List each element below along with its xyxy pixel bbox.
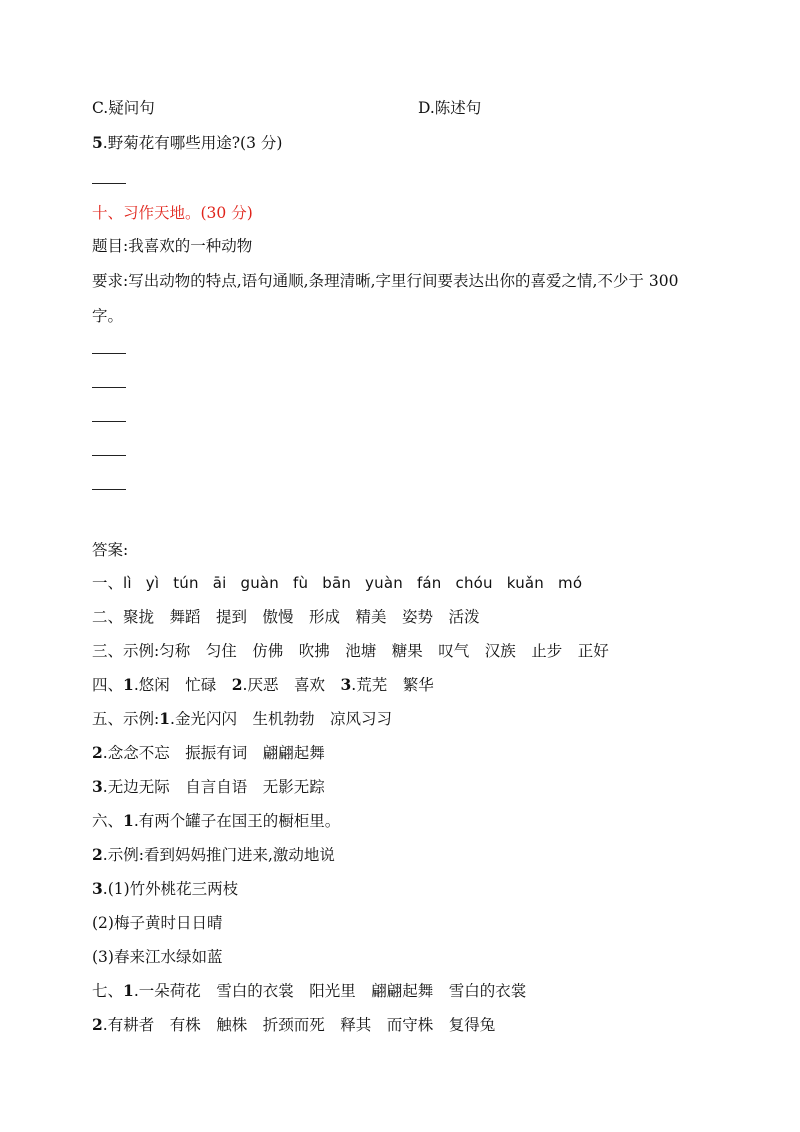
- section-title: 十、习作天地。(30 分): [92, 204, 253, 222]
- pinyin-item: yì: [145, 574, 160, 592]
- item-text: .念念不忘 振振有词 翩翩起舞: [102, 744, 325, 762]
- option-d: D.陈述句: [418, 99, 482, 117]
- essay-topic: 题目:我喜欢的一种动物: [92, 237, 253, 255]
- item-number: 2: [92, 845, 103, 864]
- answer-section-7-item-1: [92, 981, 526, 1001]
- pinyin-list: [123, 574, 582, 592]
- answer-section-6-item-1: [92, 811, 340, 831]
- pinyin-item: mó: [558, 574, 583, 592]
- item-number: 2: [231, 675, 243, 694]
- item-number: 1: [123, 675, 134, 694]
- essay-requirement-cont: 字。: [92, 307, 124, 325]
- section-prefix: 七、: [92, 982, 124, 1000]
- option-c: C.疑问句: [92, 99, 155, 117]
- writing-line: [92, 342, 126, 362]
- item-text: .金光闪闪 生机勃勃 凉风习习: [170, 710, 392, 728]
- item-text: .有两个罐子在国王的橱柜里。: [133, 812, 341, 830]
- item-text: .荒芜 繁华: [351, 676, 434, 694]
- answer-section-4: [92, 675, 434, 695]
- section-prefix: 六、: [92, 812, 124, 830]
- answer-section-6-item-2: [92, 845, 335, 865]
- item-text: .有耕者 有株 触株 折颈而死 释其 而守株 复得兔: [102, 1016, 496, 1034]
- answer-section-5-item-1: [92, 709, 392, 729]
- section-prefix: 一、: [92, 574, 124, 592]
- answers-heading: 答案:: [92, 541, 129, 559]
- item-number: 1: [123, 811, 134, 830]
- item-number: 1: [123, 981, 134, 1000]
- answer-poem-line-2: (2)梅子黄时日日晴: [92, 914, 223, 932]
- item-text: .厌恶 喜欢: [242, 676, 341, 694]
- item-text: .(1)竹外桃花三两枝: [102, 880, 239, 898]
- answer-section-6-item-3: [92, 879, 238, 899]
- pinyin-item: bān: [322, 574, 352, 592]
- answer-section-7-item-2: [92, 1015, 495, 1035]
- item-number: 1: [159, 709, 171, 728]
- writing-line: [92, 376, 126, 396]
- answer-section-5-item-3: [92, 777, 325, 797]
- item-number: 2: [92, 1015, 103, 1034]
- question-text: .野菊花有哪些用途?(3 分): [102, 134, 283, 152]
- pinyin-item: tún: [173, 574, 199, 592]
- writing-line: [92, 478, 126, 498]
- pinyin-item: kuǎn: [506, 574, 545, 592]
- answer-section-1: [92, 573, 582, 593]
- item-text: .悠闲 忙碌: [133, 676, 232, 694]
- pinyin-item: fù: [293, 574, 309, 592]
- pinyin-item: yuàn: [365, 574, 403, 592]
- item-text: .示例:看到妈妈推门进来,激动地说: [102, 846, 335, 864]
- section-prefix: 四、: [92, 676, 124, 694]
- answer-line: [92, 172, 126, 192]
- pinyin-item: chóu: [455, 574, 493, 592]
- writing-line: [92, 444, 126, 464]
- question-number: 5: [92, 133, 103, 152]
- essay-requirement: 要求:写出动物的特点,语句通顺,条理清晰,字里行间要表达出你的喜爱之情,不少于 300: [92, 272, 679, 290]
- answer-section-3: 三、示例:匀称 匀住 仿佛 吹拂 池塘 糖果 叹气 汉族 止步 正好: [92, 642, 609, 660]
- item-text: .无边无际 自言自语 无影无踪: [102, 778, 325, 796]
- item-number: 3: [340, 675, 352, 694]
- pinyin-item: fán: [416, 574, 442, 592]
- item-number: 2: [92, 743, 103, 762]
- pinyin-item: āi: [212, 574, 227, 592]
- answer-section-2: 二、聚拢 舞蹈 提到 傲慢 形成 精美 姿势 活泼: [92, 608, 480, 626]
- item-text: .一朵荷花 雪白的衣裳 阳光里 翩翩起舞 雪白的衣裳: [133, 982, 527, 1000]
- item-number: 3: [92, 879, 103, 898]
- q4-options: [92, 98, 482, 118]
- pinyin-item: lì: [123, 574, 132, 592]
- answer-section-5-item-2: [92, 743, 325, 763]
- pinyin-item: guàn: [240, 574, 280, 592]
- writing-line: [92, 410, 126, 430]
- question-5: [92, 133, 282, 153]
- item-number: 3: [92, 777, 103, 796]
- section-prefix: 五、示例:: [92, 710, 160, 728]
- answer-poem-line-3: (3)春来江水绿如蓝: [92, 948, 223, 966]
